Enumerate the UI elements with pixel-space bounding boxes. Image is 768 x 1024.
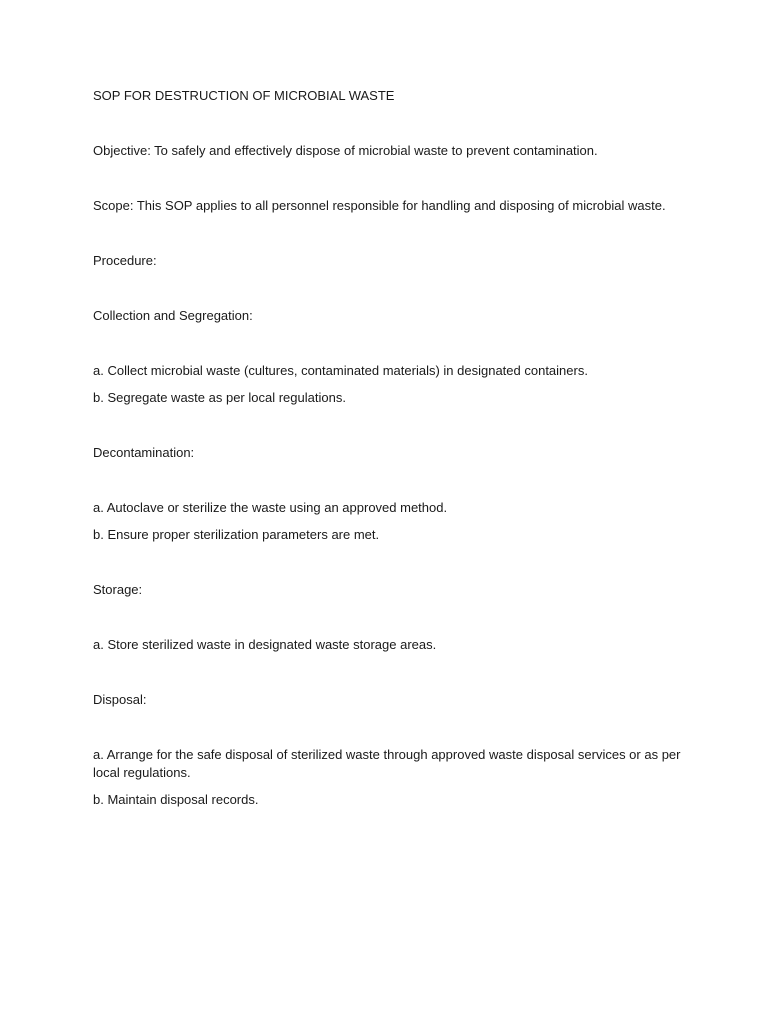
- objective-text: Objective: To safely and effectively dispose of microbial waste to prevent contamination.: [93, 143, 598, 158]
- section-heading: Disposal:: [93, 692, 147, 707]
- section-collection: [93, 307, 683, 407]
- list-item: b. Segregate waste as per local regulations.: [93, 390, 346, 405]
- section-heading: Decontamination:: [93, 445, 195, 460]
- list-item: a. Store sterilized waste in designated waste storage areas.: [93, 637, 437, 652]
- list-item: a. Collect microbial waste (cultures, contaminated materials) in designated containers.: [93, 363, 588, 378]
- section-heading: Collection and Segregation:: [93, 308, 253, 323]
- list-item: b. Ensure proper sterilization parameters are met.: [93, 527, 380, 542]
- scope-text: Scope: This SOP applies to all personnel responsible for handling and disposing of microbial waste.: [93, 198, 666, 213]
- list-item: a. Autoclave or sterilize the waste using an approved method.: [93, 500, 448, 515]
- section-heading: Storage:: [93, 582, 143, 597]
- section-disposal: [93, 691, 683, 809]
- document-title: SOP FOR DESTRUCTION OF MICROBIAL WASTE: [93, 88, 395, 103]
- document-body: [93, 87, 683, 818]
- section-storage: [93, 581, 683, 654]
- section-decontamination: [93, 444, 683, 544]
- list-item: b. Maintain disposal records.: [93, 792, 259, 807]
- procedure-heading: Procedure:: [93, 253, 157, 268]
- list-item: a. Arrange for the safe disposal of sterilized waste through approved waste disposal services or as per local regulations.: [93, 747, 681, 780]
